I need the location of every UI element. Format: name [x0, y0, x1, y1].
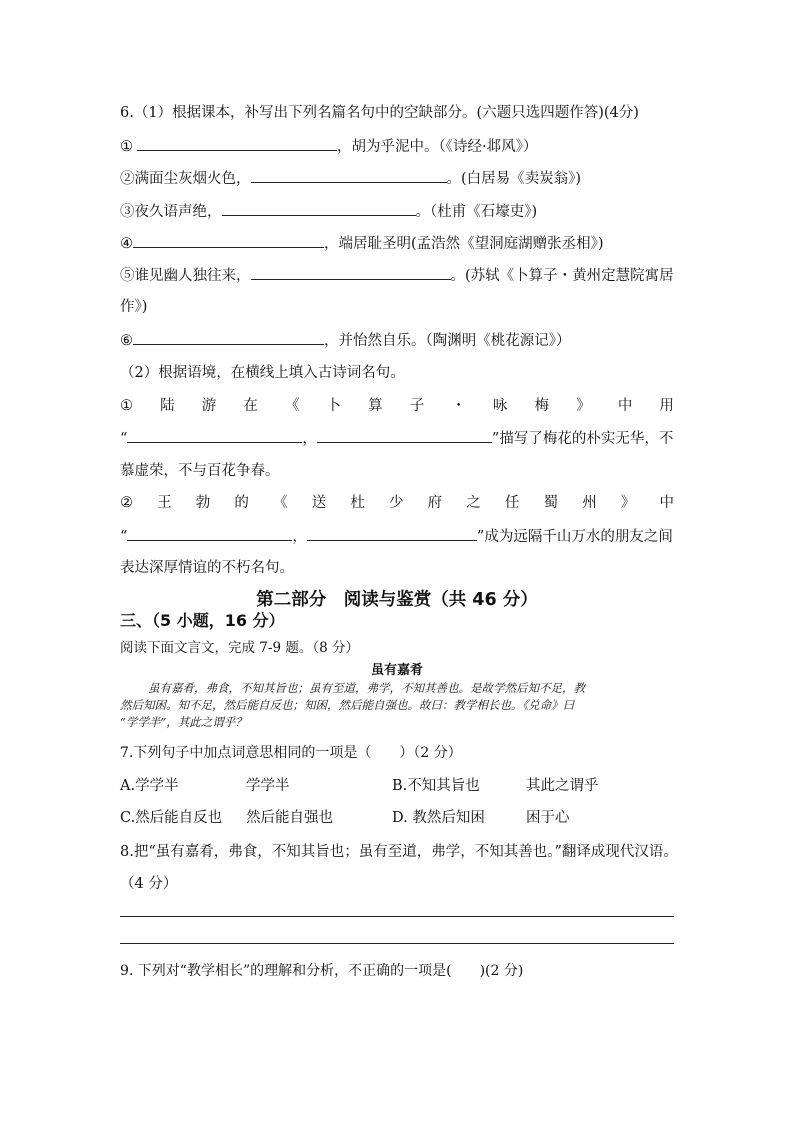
answer-blank[interactable] [137, 136, 337, 151]
spaced-character: 送 [311, 495, 327, 511]
answer-blank[interactable] [222, 201, 416, 216]
answer-blank[interactable] [127, 526, 292, 541]
section-heading: 第二部分 阅读与鉴赏（共 46 分） [256, 590, 538, 610]
q6-sentence-2-blanks [120, 526, 673, 547]
q8-stem: 8.把“虽有嘉肴，弗食，不知其旨也；虽有至道，弗学，不知其善也。”翻译成现代汉语。 [120, 844, 678, 860]
spaced-character: 梅 [534, 398, 550, 414]
q6-sentence-2-after: ”成为远隔千山万水的朋友之间 [476, 529, 673, 545]
spaced-character: 用 [659, 398, 674, 414]
spaced-character: 游 [201, 398, 217, 414]
q6-line-4-end: ，端居耻圣明(孟浩然《望洞庭湖赠张丞相》) [324, 236, 604, 252]
answer-blank[interactable] [251, 265, 451, 280]
spaced-character: 中 [617, 398, 633, 414]
q6-line-2-start: ②满面尘灰烟火色， [120, 171, 251, 187]
q9-stem: 9. 下列对“教学相长”的理解和分析，不正确的一项是( )(2 分) [120, 963, 524, 979]
comma: ， [302, 431, 317, 447]
q7-option-d-compare: 困于心 [526, 810, 570, 826]
q7-option-b[interactable]: B.不知其旨也 [392, 778, 480, 794]
passage-line: 虽有嘉肴，弗食，不知其旨也；虽有至道，弗学，不知其善也。是故学然后知不足，教 [148, 681, 585, 695]
spaced-character: 州 [582, 495, 597, 511]
q6-line-3-start: ③夜久语声绝， [120, 204, 222, 220]
q6-line-5-end: 。(苏轼《卜算子・黄州定慧院寓居 [450, 268, 674, 284]
answer-blank[interactable] [307, 526, 477, 541]
q6-sentence-1-chars [120, 396, 674, 416]
q6-line-5-start: ⑤谁见幽人独往来， [120, 268, 251, 284]
spaced-character: 勃 [195, 495, 211, 511]
spaced-character: 蜀 [543, 495, 559, 511]
q6-line-3-end: 。（杜甫《石壕吏》) [415, 204, 538, 220]
passage-line: “学学半”，其此之谓乎？ [120, 715, 247, 729]
q6-line-1 [120, 136, 537, 157]
q6-line-6-end: ，并怡然自乐。（陶渊明《桃花源记》） [324, 333, 571, 349]
q6-sentence-2-chars [120, 493, 674, 513]
answer-blank[interactable] [317, 428, 492, 443]
comma: ， [292, 529, 307, 545]
spaced-character: 王 [157, 495, 172, 511]
section-subheading: 三、（5 小题，16 分） [120, 611, 285, 630]
q6-sentence-1-after: ”描写了梅花的朴实无华，不 [491, 431, 674, 447]
q6-intro: 6.（1）根据课本，补写出下列名篇名句中的空缺部分。(六题只选四题作答)(4分) [120, 105, 639, 121]
q6-line-6 [120, 330, 571, 351]
answer-blank[interactable] [127, 428, 302, 443]
q6-line-6-start: ⑥ [120, 333, 133, 349]
q7-option-c[interactable]: C.然后能自反也 [120, 810, 223, 826]
q6-line-4 [120, 233, 604, 254]
q6-line-5 [120, 265, 674, 286]
reading-instruction: 阅读下面文言文，完成 7-9 题。（8 分） [120, 640, 359, 656]
open-quote: “ [120, 529, 128, 545]
passage-title: 虽有嘉肴 [370, 663, 423, 678]
spaced-character: 《 [273, 495, 288, 511]
answer-blank[interactable] [133, 330, 324, 345]
spaced-character: 府 [427, 495, 443, 511]
answer-blank[interactable] [133, 233, 324, 248]
spaced-character: 任 [504, 495, 520, 511]
spaced-character: 之 [466, 495, 481, 511]
spaced-character: 子 [409, 398, 425, 414]
classical-passage [120, 680, 674, 731]
q6-part2-intro: （2）根据语境，在横线上填入古诗词名句。 [120, 365, 405, 381]
spaced-character: 》 [620, 495, 636, 511]
spaced-character: 中 [659, 495, 674, 511]
spaced-character: 陆 [160, 398, 175, 414]
spaced-character: 》 [576, 398, 591, 414]
q7-option-b-compare: 其此之谓乎 [526, 778, 599, 794]
q6-line-3 [120, 201, 537, 222]
spaced-character: 的 [234, 495, 249, 511]
q6-line-1-end: ，胡为乎泥中。（《诗经·邶风》） [337, 139, 538, 155]
spaced-character: 算 [368, 398, 383, 414]
spaced-character: 少 [388, 495, 404, 511]
q8-points: （4 分） [120, 876, 178, 892]
q6-line-1-start: ① [120, 139, 133, 155]
spaced-character: 杜 [350, 495, 365, 511]
q7-option-d[interactable]: D. 教然后知困 [392, 810, 485, 826]
q6-sentence-1-cont: 慕虚荣，不与百花争春。 [120, 463, 280, 479]
q6-line-5-cont: 作》) [120, 299, 148, 315]
q6-sentence-2-cont: 表达深厚情谊的不朽名句。 [120, 560, 294, 576]
spaced-character: ① [120, 398, 133, 414]
passage-line: 然后知困。知不足，然后能自反也；知困，然后能自强也。故曰：教学相长也。《兑命》曰 [120, 698, 575, 712]
q6-line-2-end: 。(白居易《卖炭翁》) [446, 171, 582, 187]
answer-line[interactable] [120, 943, 674, 944]
spaced-character: 《 [284, 398, 300, 414]
q6-line-4-start: ④ [120, 236, 133, 252]
q6-sentence-1-blanks [120, 428, 673, 449]
spaced-character: 咏 [492, 398, 508, 414]
spaced-character: ② [120, 495, 133, 511]
q7-stem: 7.下列句子中加点词意思相同的一项是（ ）（2 分） [120, 745, 462, 761]
spaced-character: 卜 [326, 398, 342, 414]
open-quote: “ [120, 431, 128, 447]
q7-option-a-compare: 学学半 [246, 778, 290, 794]
answer-blank[interactable] [251, 168, 447, 183]
q7-option-a[interactable]: A.学学半 [120, 778, 179, 794]
q7-option-c-compare: 然后能自强也 [246, 810, 333, 826]
spaced-character: ・ [451, 398, 466, 414]
q6-line-2 [120, 168, 581, 189]
spaced-character: 在 [243, 398, 258, 414]
answer-line[interactable] [120, 916, 674, 917]
